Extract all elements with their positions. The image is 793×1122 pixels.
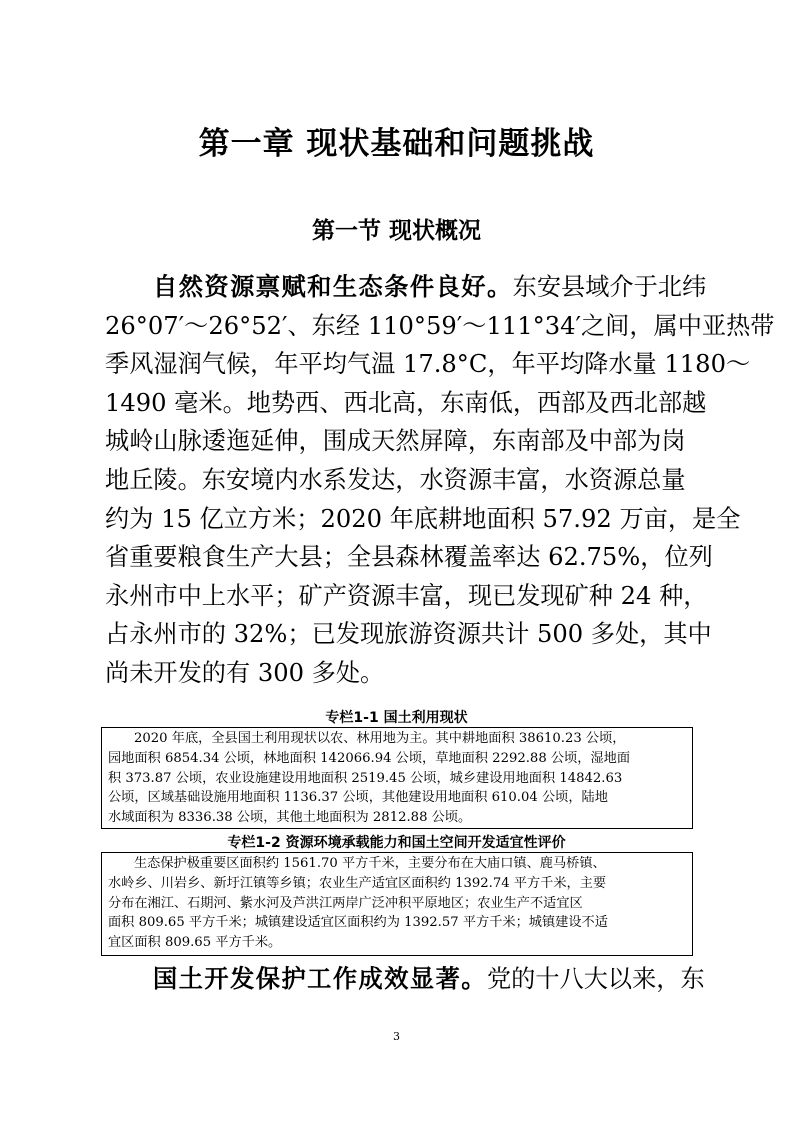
paragraph-line: 占永州市的 32%；已发现旅游资源共计 500 多处，其中: [105, 620, 712, 649]
paragraph-lead: 自然资源禀赋和生态条件良好。: [153, 273, 513, 301]
box-line: 水岭乡、川岩乡、新圩江镇等乡镇；农业生产适宜区面积约 1392.74 平方千米，主要: [108, 875, 607, 891]
chapter-title: 第一章 现状基础和问题挑战: [198, 126, 595, 162]
paragraph-protection-work: [105, 960, 705, 999]
box-line: 生态保护极重要区面积约 1561.70 平方千米，主要分布在大庙口镇、鹿马桥镇、: [134, 856, 606, 871]
section-title: 第一节 现状概况: [311, 218, 481, 244]
paragraph-line: 约为 15 亿立方米；2020 年底耕地面积 57.92 万亩，是全: [105, 504, 741, 533]
paragraph-line: 尚未开发的有 300 多处。: [105, 658, 385, 687]
box-line: 宜区面积 809.65 平方千米。: [108, 935, 282, 951]
box-line: 园地面积 6854.34 公顷，林地面积 142066.94 公顷，草地面积 2292.88 公顷，湿地面: [108, 750, 631, 766]
paragraph-line: 26°07′～26°52′、东经 110°59′～111°34′之间，属中亚热带: [105, 311, 775, 340]
box-caption-suitability: 专栏1-2 资源环境承载能力和国土空间开发适宜性评价: [227, 835, 566, 851]
paragraph-line: 省重要粮食生产大县；全县森林覆盖率达 62.75%，位列: [105, 543, 713, 572]
paragraph-line: [105, 268, 707, 307]
paragraph-line: 城岭山脉逶迤延伸，围成天然屏障，东南部及中部为岗: [105, 427, 686, 456]
paragraph-line: 季风湿润气候，年平均气温 17.8°C，年平均降水量 1180～: [105, 350, 751, 379]
box-line: 水域面积为 8336.38 公顷，其他土地面积为 2812.88 公顷。: [108, 810, 472, 826]
paragraph-text: 党的十八大以来，东: [486, 965, 705, 993]
paragraph-lead: 国土开发保护工作成效显著。: [153, 965, 487, 993]
box-land-use: [101, 727, 693, 829]
paragraph-line: [105, 960, 705, 999]
paragraph-text: 东安县域介于北纬: [512, 273, 707, 301]
box-line: 2020 年底，全县国土利用现状以农、林用地为主。其中耕地面积 38610.23 公顷，: [134, 731, 626, 746]
paragraph-line: 永州市中上水平；矿产资源丰富，现已发现矿种 24 种，: [105, 581, 708, 610]
paragraph-line: 1490 毫米。地势西、西北高，东南低，西部及西北部越: [105, 388, 707, 417]
page-number: 3: [393, 1030, 400, 1043]
paragraph-natural-resources: [105, 268, 775, 693]
box-line: 积 373.87 公顷，农业设施建设用地面积 2519.45 公顷，城乡建设用地面积 14842.63: [108, 770, 623, 786]
box-caption-land-use: 专栏1-1 国土利用现状: [325, 710, 468, 726]
box-line: 公顷，区域基础设施用地面积 1136.37 公顷，其他建设用地面积 610.04 公顷，陆地: [108, 790, 608, 806]
box-line: 分布在湘江、石期河、紫水河及芦洪江两岸广泛冲积平原地区；农业生产不适宜区: [108, 895, 583, 911]
box-line: 面积 809.65 平方千米；城镇建设适宜区面积约为 1392.57 平方千米；城镇建设不适: [108, 915, 608, 931]
paragraph-line: 地丘陵。东安境内水系发达，水资源丰富，水资源总量: [105, 465, 686, 494]
box-suitability: [101, 852, 693, 956]
